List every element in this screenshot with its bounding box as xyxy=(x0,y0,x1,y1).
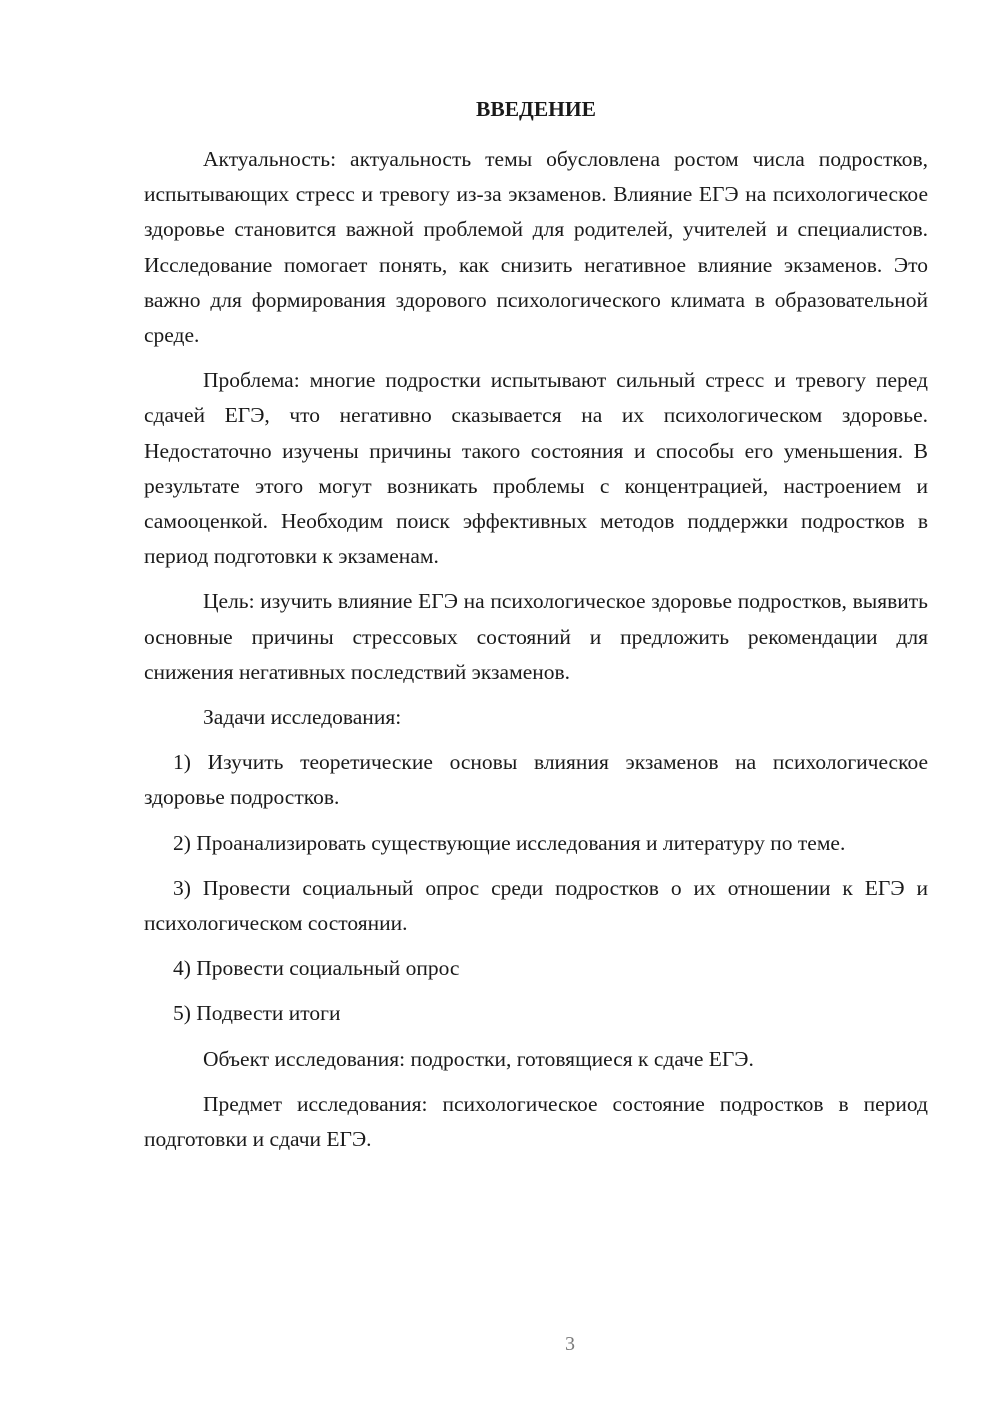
tasks-heading: Задачи исследования: xyxy=(203,705,402,730)
page-number: 3 xyxy=(565,1333,575,1355)
research-subject: Предмет исследования: психологическое состояние подростков в период подготовки и сдачи ЕГЭ. xyxy=(144,1091,928,1152)
task-item-3: 3) Провести социальный опрос среди подростков о их отношении к ЕГЭ и психологическом состоянии. xyxy=(144,875,928,936)
paragraph-relevance: Актуальность: актуальность темы обусловлена ростом числа подростков, испытывающих стресс и тревогу из-за экзаменов. Влияние ЕГЭ на психологическое здоровье становится важной проблемой для родителей, учителей и специалистов. Исследование помогает понять, как снизить негативное влияние экзаменов. Это важно для формирования здорового психологического климата в образовательной среде. xyxy=(144,147,928,348)
task-item-2: 2) Проанализировать существующие исследования и литературу по теме. xyxy=(173,830,846,855)
task-item-1: 1) Изучить теоретические основы влияния экзаменов на психологическое здоровье подростков. xyxy=(144,750,928,810)
task-item-4: 4) Провести социальный опрос xyxy=(173,956,460,981)
research-object: Объект исследования: подростки, готовящиеся к сдаче ЕГЭ. xyxy=(203,1046,754,1071)
paragraph-problem: Проблема: многие подростки испытывают сильный стресс и тревогу перед сдачей ЕГЭ, что негативно сказывается на их психологическом здоровье. Недостаточно изучены причины такого состояния и способы его уменьшения. В результате этого могут возникать проблемы с концентрацией, настроением и самооценкой. Необходим поиск эффективных методов поддержки подростков в период подготовки к экзаменам. xyxy=(144,368,928,569)
paragraph-goal: Цель: изучить влияние ЕГЭ на психологическое здоровье подростков, выявить основные причины стрессовых состояний и предложить рекомендации для снижения негативных последствий экзаменов. xyxy=(144,589,928,684)
document-page xyxy=(144,92,928,1167)
task-item-5: 5) Подвести итоги xyxy=(173,1001,341,1026)
section-title: ВВЕДЕНИЕ xyxy=(476,97,596,121)
